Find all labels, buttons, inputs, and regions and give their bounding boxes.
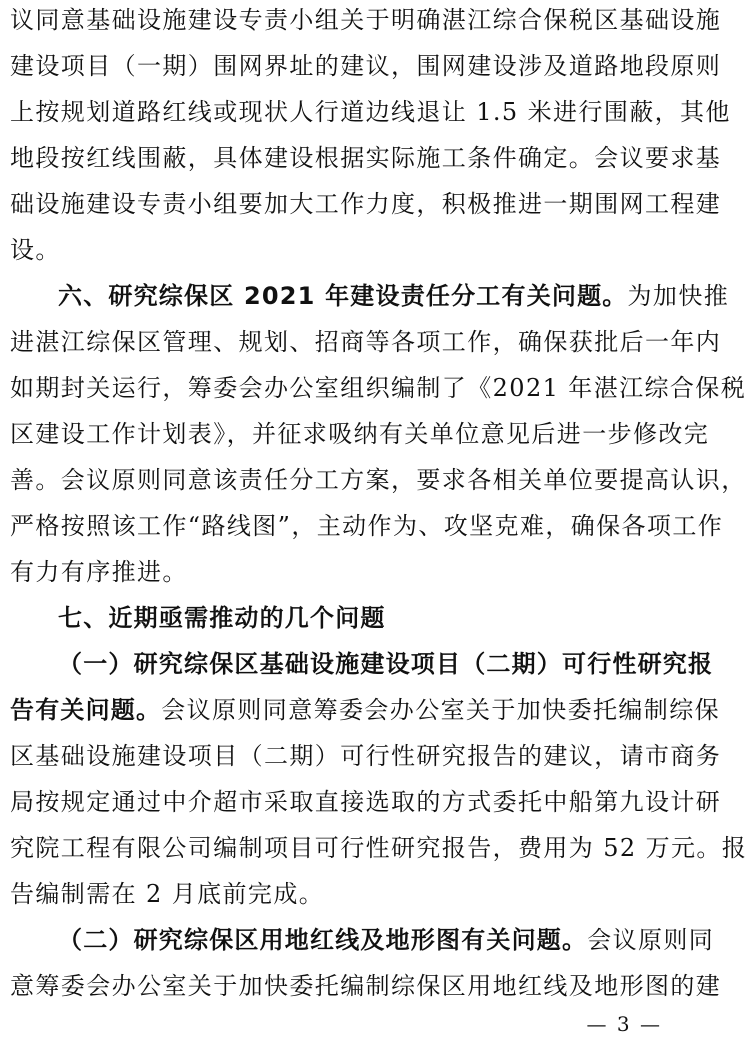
subsection-1-heading-cont-line [10, 690, 721, 730]
section-7-heading-line [58, 598, 686, 638]
text-line-8 [10, 322, 722, 362]
text-line-9 [10, 368, 747, 408]
text-line-17 [10, 736, 722, 776]
page-number: — 3 — [586, 1012, 662, 1036]
line-text: 有力有序推进。 [10, 558, 188, 586]
line-text: 会议原则同意筹委会办公室关于加快委托编制综保 [161, 696, 721, 724]
line-text: 告编制需在 2 月底前完成。 [10, 880, 325, 908]
subsection-1-heading-cont: 告有关问题。 [10, 696, 162, 724]
subsection-2-heading: （二）研究综保区用地红线及地形图有关问题。 [58, 926, 588, 954]
line-text: 进湛江综保区管理、规划、招商等各项工作，确保获批后一年内 [10, 328, 722, 356]
text-line-5 [10, 184, 722, 224]
line-text: 区建设工作计划表》，并征求吸纳有关单位意见后进一步修改完 [10, 420, 710, 448]
text-line-22 [10, 966, 722, 1006]
text-line-11 [10, 460, 747, 500]
line-text: 地段按红线围蔽，具体建设根据实际施工条件确定。会议要求基 [10, 144, 722, 172]
line-text: 局按规定通过中介超市采取直接选取的方式委托中船第九设计研 [10, 788, 722, 816]
section-7-heading: 七、近期亟需推动的几个问题 [58, 604, 386, 632]
text-line-1 [10, 0, 722, 40]
text-line-20 [10, 874, 686, 914]
text-line-3 [10, 92, 731, 132]
text-line-10 [10, 414, 710, 454]
text-line-12 [10, 506, 724, 546]
section-6-heading: 六、研究综保区 2021 年建设责任分工有关问题。 [58, 282, 628, 310]
line-text: 善。会议原则同意该责任分工方案，要求各相关单位要提高认识， [10, 466, 747, 494]
text-line-4 [10, 138, 722, 178]
text-line-6 [10, 230, 686, 270]
text-line-18 [10, 782, 722, 822]
text-line-19 [10, 828, 747, 868]
line-text: 议同意基础设施建设专责小组关于明确湛江综合保税区基础设施 [10, 6, 722, 34]
line-text: 严格按照该工作“路线图”，主动作为、攻坚克难，确保各项工作 [10, 512, 724, 540]
subsection-1-heading-line [58, 644, 714, 684]
line-text: 究院工程有限公司编制项目可行性研究报告，费用为 52 万元。报 [10, 834, 747, 862]
line-text: 区基础设施建设项目（二期）可行性研究报告的建议，请市商务 [10, 742, 722, 770]
line-text: 础设施建设专责小组要加大工作力度，积极推进一期围网工程建 [10, 190, 722, 218]
text-line-13 [10, 552, 686, 592]
line-text: 会议原则同 [587, 926, 715, 954]
line-text: 上按规划道路红线或现状人行道边线退让 1.5 米进行围蔽，其他 [10, 98, 731, 126]
line-text: 为加快推 [627, 282, 730, 310]
section-6-heading-line [58, 276, 730, 316]
subsection-2-heading-line [58, 920, 715, 960]
line-text: 意筹委会办公室关于加快委托编制综保区用地红线及地形图的建 [10, 972, 722, 1000]
subsection-1-heading: （一）研究综保区基础设施建设项目（二期）可行性研究报 [58, 650, 714, 678]
line-text: 建设项目（一期）围网界址的建议，围网建设涉及道路地段原则 [10, 52, 722, 80]
line-text: 设。 [10, 236, 61, 264]
text-line-2 [10, 46, 722, 86]
line-text: 如期封关运行，筹委会办公室组织编制了《2021 年湛江综合保税 [10, 374, 747, 402]
